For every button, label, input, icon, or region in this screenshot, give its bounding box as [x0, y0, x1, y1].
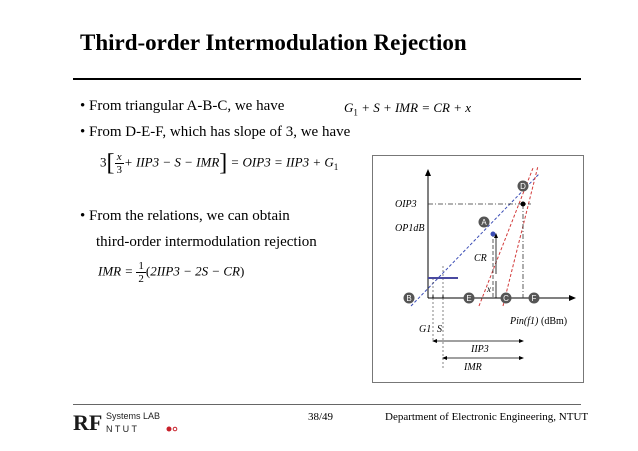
department-label: Department of Electronic Engineering, NTUT [385, 411, 589, 423]
bullet-dot: • [80, 98, 90, 114]
point-f-label: F [531, 294, 537, 303]
im3-diagram [372, 155, 584, 383]
point-e [464, 293, 475, 304]
bullet-dot: • [80, 208, 90, 224]
y-axis-arrow [425, 169, 431, 176]
footer-rule [73, 404, 581, 405]
bullet-2-text: From D-E-F, which has slope of 3, we have [89, 124, 351, 140]
point-b-label: B [406, 294, 412, 303]
point-a-dot [491, 232, 496, 237]
logo-rf: RF [73, 410, 103, 435]
logo-ring-icon [173, 427, 177, 431]
title-rule [73, 78, 581, 80]
bullet-1 [80, 98, 284, 115]
logo-text: Systems LAB [106, 411, 161, 421]
point-d-label: D [520, 182, 526, 191]
bullet-1-text: From triangular A-B-C, we have [89, 98, 285, 114]
cr-label: CR [474, 253, 487, 264]
logo-dot-icon [167, 427, 172, 432]
unit-label: (dBm) [541, 316, 568, 327]
x-label: x [487, 284, 491, 294]
logo-sub: N T U T [106, 424, 138, 434]
point-d-dot [521, 202, 526, 207]
bullet-3 [80, 208, 290, 225]
iip3-label: IIP3 [471, 344, 489, 355]
slide-title: Third-order Intermodulation Rejection [80, 30, 467, 55]
rf-systems-lab-logo [73, 408, 193, 443]
point-c [501, 293, 512, 304]
equation-1: $G_1 + S$ + IMR = CR + x [344, 100, 472, 118]
x-axis-arrow [569, 295, 576, 301]
iip3-arrow-right [519, 339, 524, 343]
point-d [518, 181, 529, 192]
imr-label: IMR [464, 362, 482, 373]
im3-diagram-svg [373, 156, 583, 382]
point-e-label: E [466, 294, 472, 303]
point-b [404, 293, 415, 304]
point-a-label: A [481, 218, 487, 227]
g1-label: G1 [419, 324, 432, 335]
point-a [479, 217, 490, 228]
fundamental-line [411, 174, 539, 306]
bullet-3-continuation: third-order intermodulation rejection [96, 234, 317, 250]
pin-label: Pin(f1) [510, 316, 539, 327]
point-c-label: C [503, 294, 509, 303]
logo-svg [73, 408, 193, 438]
page-number: 38/49 [308, 411, 334, 423]
point-f [529, 293, 540, 304]
bullet-3-text: From the relations, we can obtain [89, 208, 290, 224]
bullet-2 [80, 124, 350, 141]
s-label: S [437, 324, 442, 335]
bullet-dot: • [80, 124, 90, 140]
equation-2: 3[ $\frac{x}{3}$ + $IIP3 - S - IMR] = OIP3 = IIP3 + G_1$ [100, 150, 339, 176]
oip3-label: OIP3 [395, 199, 417, 210]
imr-arrow-right [519, 356, 524, 360]
equation-3: IMR = $\frac{1}{2}$ (2IIP3 − 2S − CR) [98, 260, 245, 285]
op1db-label: OP1dB [395, 223, 425, 234]
